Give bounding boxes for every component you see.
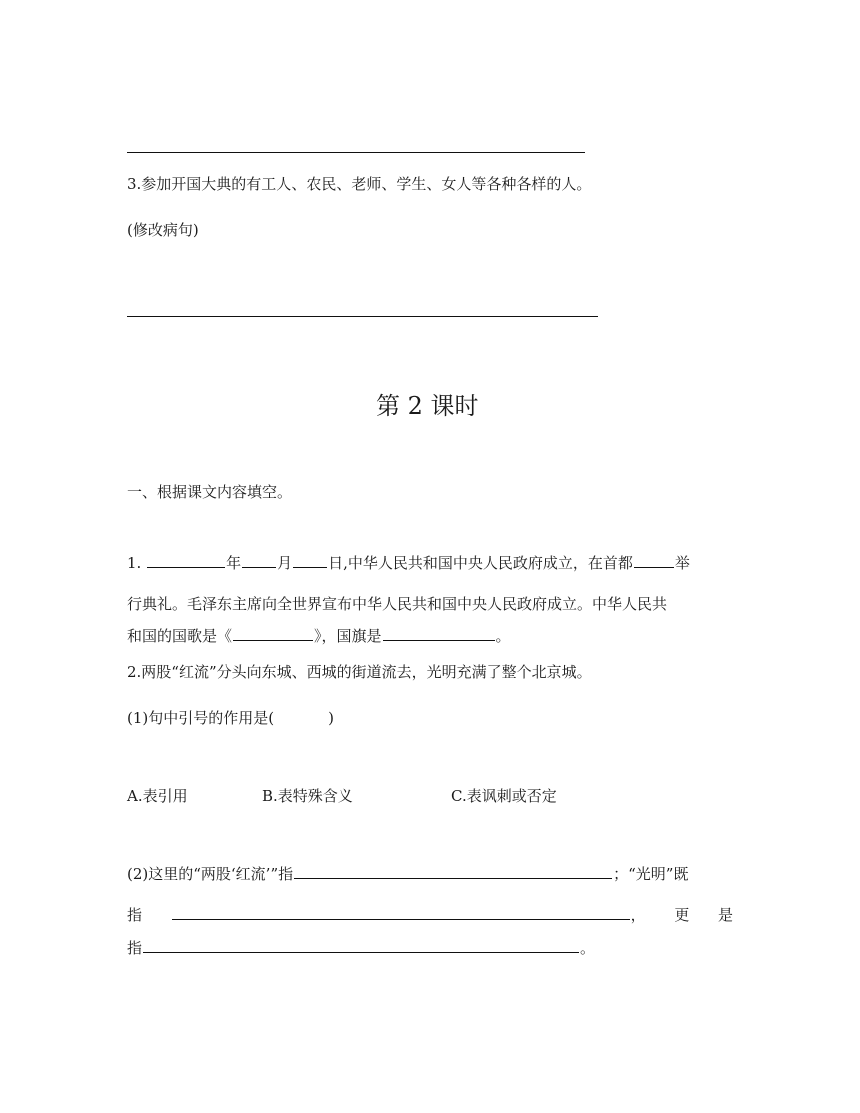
question-3-note: (修改病句) — [127, 221, 199, 239]
sub-question-1-close: ) — [328, 709, 334, 727]
label-is: 是 — [717, 906, 733, 924]
sub-question-2-line-2 — [127, 905, 733, 925]
label-month: 月 — [277, 554, 293, 572]
flag-label: 》，国旗是 — [314, 627, 382, 645]
fill-blank-year[interactable] — [147, 553, 225, 568]
question-3-text: 3.参加开国大典的有工人、农民、老师、学生、女人等各种各样的人。 — [127, 175, 592, 193]
fill-blank-light-more[interactable] — [143, 938, 579, 953]
fill-blank-light[interactable] — [172, 905, 630, 920]
fill-blank-two-streams[interactable] — [294, 864, 612, 879]
sub-question-2-line-1 — [127, 864, 688, 884]
sub-question-2-tail: ；“光明”既 — [613, 865, 689, 883]
sub-question-1 — [127, 708, 334, 728]
label-year: 年 — [226, 554, 242, 572]
line-end-2: 。 — [580, 939, 596, 957]
fill-blank-capital[interactable] — [634, 553, 674, 568]
label-refers: 指 — [127, 906, 143, 924]
sub-question-1-text: (1)句中引号的作用是( — [127, 709, 275, 727]
fill-blank-day[interactable] — [293, 553, 327, 568]
item-2-text: 2.两股“红流”分头向东城、西城的街道流去，光明充满了整个北京城。 — [127, 663, 592, 681]
answer-bracket[interactable] — [275, 709, 327, 723]
answer-line[interactable] — [127, 316, 598, 317]
label-also: 更 — [674, 906, 690, 924]
item-number: 1. — [127, 554, 142, 572]
item-1-line-3 — [127, 626, 511, 646]
sub-question-2-line-3 — [127, 938, 595, 958]
label-refers-2: 指 — [127, 939, 143, 957]
label-day-text: 日,中华人民共和国中央人民政府成立，在首都 — [328, 554, 633, 572]
label-hold: 举 — [674, 554, 690, 572]
fill-blank-anthem[interactable] — [233, 626, 313, 641]
sub-question-2-text: (2)这里的“两股‘红流’”指 — [127, 865, 294, 883]
item-1-line-1 — [127, 553, 690, 573]
anthem-label: 和国的国歌是《 — [127, 627, 233, 645]
lesson-title: 第 2 课时 — [376, 392, 479, 420]
option-a[interactable]: A.表引用 — [127, 787, 188, 805]
fill-blank-flag[interactable] — [383, 626, 495, 641]
line-end: 。 — [495, 627, 511, 645]
option-c[interactable]: C.表讽刺或否定 — [451, 787, 557, 805]
option-b[interactable]: B.表特殊含义 — [262, 787, 353, 805]
answer-line[interactable] — [127, 152, 585, 153]
comma: ， — [630, 906, 646, 924]
section-heading: 一、根据课文内容填空。 — [127, 483, 293, 501]
fill-blank-month[interactable] — [242, 553, 276, 568]
item-1-line-2: 行典礼。毛泽东主席向全世界宣布中华人民共和国中央人民政府成立。中华人民共 — [127, 595, 668, 613]
